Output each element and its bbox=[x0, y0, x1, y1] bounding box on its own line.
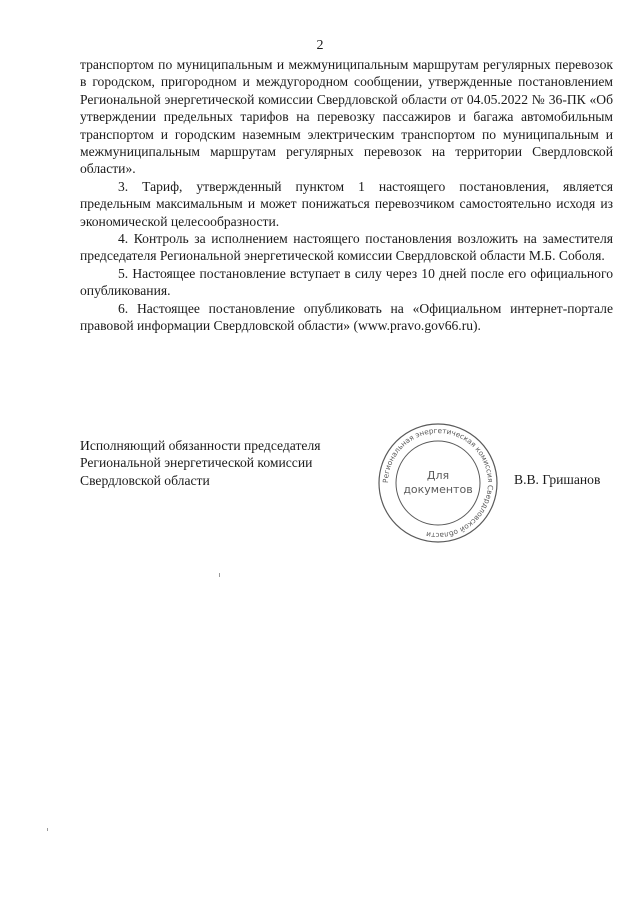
official-stamp bbox=[376, 421, 500, 545]
signer-position-line: Исполняющий обязанности председателя bbox=[80, 438, 321, 453]
signer-position-line: Свердловской области bbox=[80, 472, 210, 488]
scan-speck bbox=[47, 828, 48, 831]
scan-speck bbox=[219, 573, 220, 577]
paragraph-item-5: 5. Настоящее постановление вступает в силу через 10 дней после его официального опубликования. bbox=[80, 265, 613, 299]
signer-position bbox=[80, 437, 380, 489]
paragraph-item-4: 4. Контроль за исполнением настоящего постановления возложить на заместителя председателя Региональной энергетической комиссии Свердловской области М.Б. Соболя. bbox=[80, 231, 613, 264]
signer-name: В.В. Гришанов bbox=[514, 472, 601, 487]
signer-position-line: Региональной энергетической комиссии bbox=[80, 455, 313, 471]
paragraph-item-6: 6. Настоящее постановление опубликовать на «Официальном интернет-портале правовой информации Свердловской области» (www.pravo.gov66.ru). bbox=[80, 300, 613, 334]
stamp-center-text-top: Для bbox=[426, 469, 450, 482]
stamp-center-text-bottom: документов bbox=[403, 483, 473, 496]
page-number: 2 bbox=[316, 38, 324, 53]
document-body bbox=[80, 56, 613, 335]
paragraph-item-3: 3. Тариф, утвержденный пунктом 1 настоящего постановления, является предельным максимальным и может понижаться перевозчиком самостоятельно исходя из экономической целесообразности. bbox=[80, 178, 613, 229]
stamp-ring-text: Региональная энергетическая комиссия Свердловской области bbox=[380, 425, 496, 541]
paragraph-continuation: транспортом по муниципальным и межмуниципальным маршрутам регулярных перевозок в городском, пригородном и междугородном сообщении, утвержденные постановлением Региональной энергетической комиссии Свердловской области от 04.05.2022 № 36-ПК «Об утверждении предельных тарифов на перевозку пассажиров и багажа автомобильным транспортом и городским наземным электрическим транспортом по муниципальным и межмуниципальным маршрутам регулярных перевозок на территории Свердловской области». bbox=[80, 57, 613, 177]
